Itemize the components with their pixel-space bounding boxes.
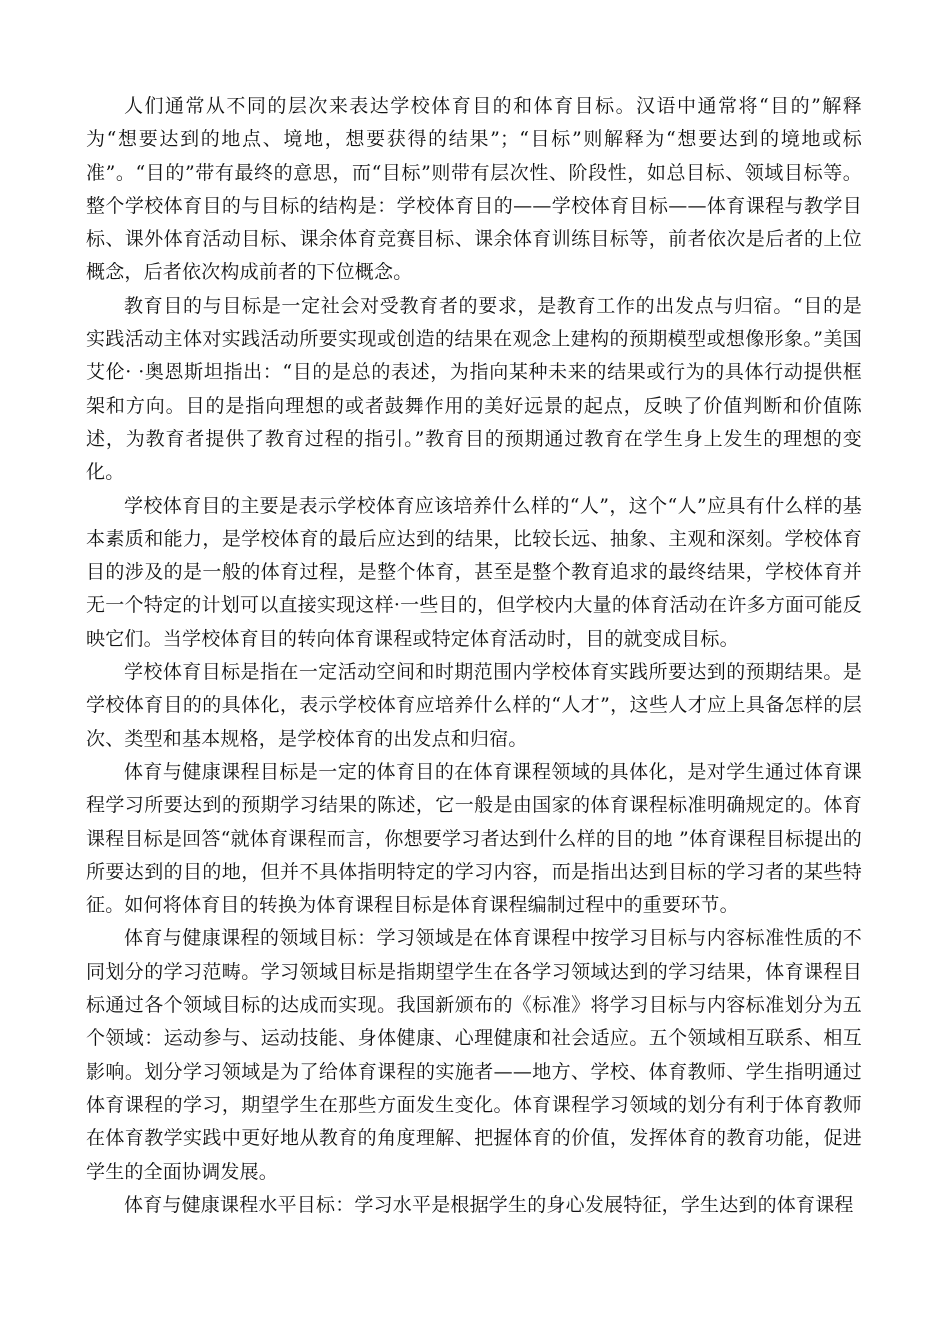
paragraph-3: 学校体育目的主要是表示学校体育应该培养什么样的“人”，这个“人”应具有什么样的基本素质和能力，是学校体育的最后应达到的结果，比较长远、抽象、主观和深刻。学校体育目的涉及的是一般的体育过程，是整个体育，甚至是整个教育追求的最终结果，学校体育并无一个特定的计划可以直接实现这样·一些目的，但学校内大量的体育活动在许多方面可能反映它们。当学校体育目的转向体育课程或特定体育活动时，目的就变成目标。 [86,494,862,650]
paragraph-7: 体育与健康课程水平目标：学习水平是根据学生的身心发展特征，学生达到的体育课程 [124,1193,854,1216]
document-body [86,90,862,1222]
paragraph-2: 教育目的与目标是一定社会对受教育者的要求，是教育工作的出发点与归宿。“目的是实践活动主体对实践活动所要实现或创造的结果在观念上建构的预期模型或想像形象。”美国艾伦· ·奥恩斯坦指出：“目的是总的表述，为指向某种未来的结果或行为的具体行动提供框架和方向。目的是指向理想的或者鼓舞作用的美好远景的起点，反映了价值判断和价值陈述，为教育者提供了教育过程的指引。”教育目的预期通过教育在学生身上发生的理想的变化。 [86,294,862,484]
paragraph-4: 学校体育目标是指在一定活动空间和时期范围内学校体育实践所要达到的预期结果。是学校体育目的的具体化，表示学校体育应培养什么样的“人才”，这些人才应上具备怎样的层次、类型和基本规格，是学校体育的出发点和归宿。 [86,661,862,750]
paragraph-1: 人们通常从不同的层次来表达学校体育目的和体育目标。汉语中通常将“目的”解释为“想要达到的地点、境地，想要获得的结果”；“目标”则解释为“想要达到的境地或标准”。“目的”带有最终的意思，而“目标”则带有层次性、阶段性，如总目标、领域目标等。整个学校体育目的与目标的结构是：学校体育目的——学校体育目标——体育课程与教学目标、课外体育活动目标、课余体育竞赛目标、课余体育训练目标等，前者依次是后者的上位概念，后者依次构成前者的下位概念。 [86,95,862,284]
paragraph-6: 体育与健康课程的领域目标：学习领域是在体育课程中按学习目标与内容标准性质的不同划分的学习范畴。学习领域目标是指期望学生在各学习领域达到的学习结果，体育课程目标通过各个领域目标的达成而实现。我国新颁布的《标准》将学习目标与内容标准划分为五个领域：运动参与、运动技能、身体健康、心理健康和社会适应。五个领域相互联系、相互影响。划分学习领域是为了给体育课程的实施者——地方、学校、体育教师、学生指明通过体育课程的学习，期望学生在那些方面发生变化。体育课程学习领域的划分有利于体育教师在体育教学实践中更好地从教育的角度理解、把握体育的价值，发挥体育的教育功能，促进学生的全面协调发展。 [86,927,862,1183]
paragraph-5: 体育与健康课程目标是一定的体育目的在体育课程领域的具体化，是对学生通过体育课程学习所要达到的预期学习结果的陈述，它一般是由国家的体育课程标准明确规定的。体育课程目标是回答“就体育课程而言，你想要学习者达到什么样的目的地 ”体育课程目标提出的所要达到的目的地，但并不具体指明特定的学习内容，而是指出达到目标的学习者的某些特征。如何将体育目的转换为体育课程目标是体育课程编制过程中的重要环节。 [86,760,862,917]
